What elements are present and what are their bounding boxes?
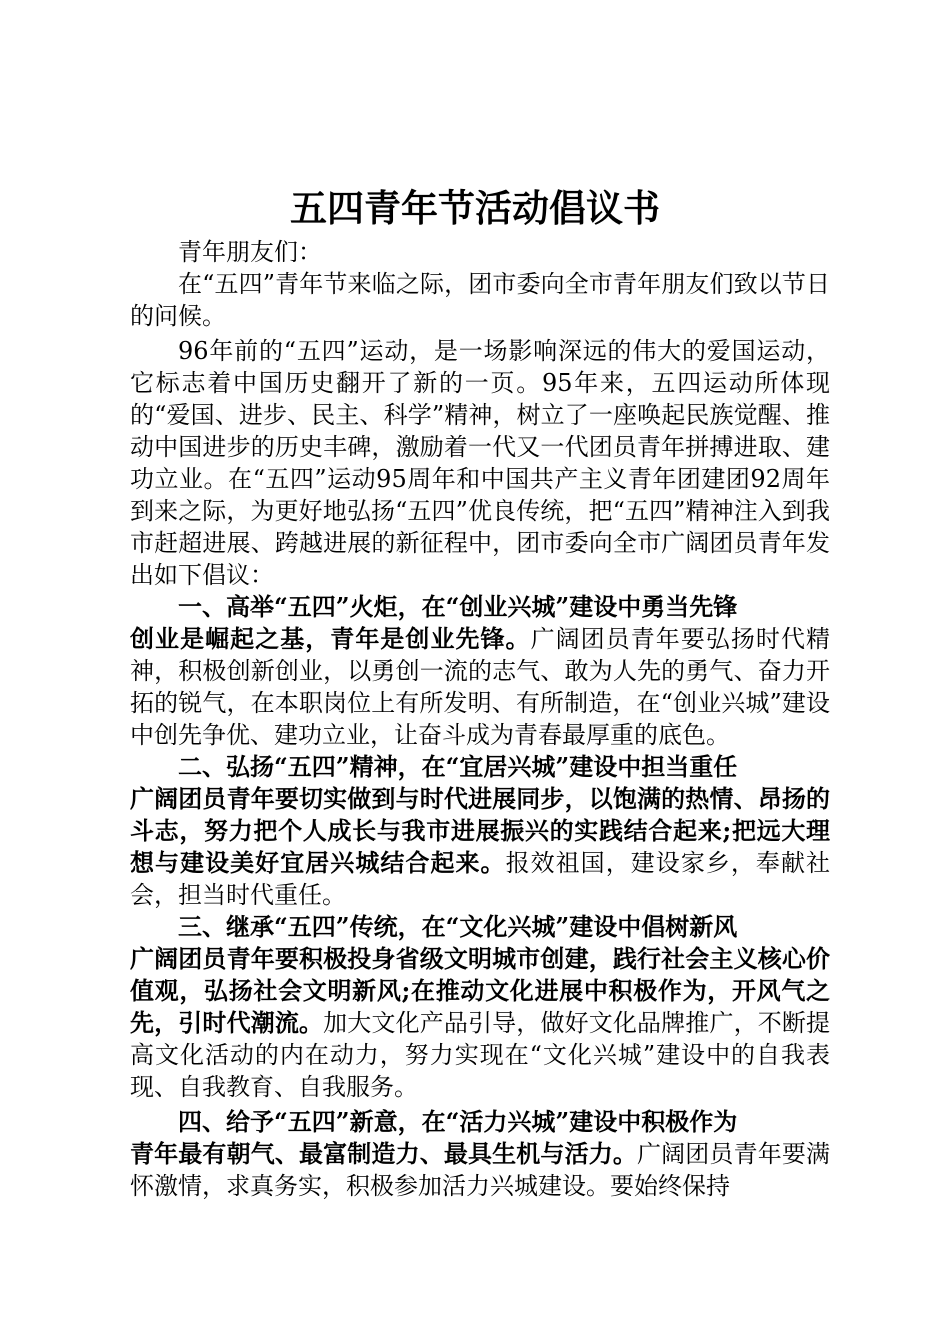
section-1-body: 广阔团员青年要弘扬时代精神，积极创新创业，以勇创一流的志气、敢为人先的勇气、奋力开拓的锐气，在本职岗位上有所发明、有所制造，在“创业兴城”建设中创先争优、建功立业，让奋斗成为青春最厚重的底色。 (130, 625, 831, 749)
section-1-paragraph (130, 623, 830, 751)
section-2-paragraph (130, 783, 830, 911)
history-paragraph: 96年前的“五四”运动，是一场影响深远的伟大的爱国运动，它标志着中国历史翻开了新的一页。95年来，五四运动所体现的“爱国、进步、民主、科学”精神，树立了一座唤起民族觉醒、推动中国进步的历史丰碑，激励着一代又一代团员青年拼搏进取、建功立业。在“五四”运动95周年和中国共产主义青年团建团92周年到来之际，为更好地弘扬“五四”优良传统，把“五四”精神注入到我市赶超进展、跨越进展的新征程中，团市委向全市广阔团员青年发出如下倡议： (130, 337, 830, 589)
section-2-body: 报效祖国，建设家乡，奉献社会，担当时代重任。 (130, 849, 831, 909)
intro-paragraph: 在“五四”青年节来临之际，团市委向全市青年朋友们致以节日的问候。 (130, 270, 830, 330)
section-3-heading: 三、继承“五四”传统，在“文化兴城”建设中倡树新风 (178, 912, 738, 941)
section-4-body: 广阔团员青年要满怀激情，求真务实，积极参加活力兴城建设。要始终保持 (130, 1140, 830, 1200)
section-4-heading: 四、给予“五四”新意，在“活力兴城”建设中积极作为 (178, 1107, 738, 1136)
section-3-paragraph (130, 943, 830, 1103)
section-2-heading: 二、弘扬“五四”精神，在“宜居兴城”建设中担当重任 (178, 752, 738, 781)
section-1-lead: 创业是崛起之基，青年是创业先锋。 (130, 624, 531, 653)
section-4-lead: 青年最有朝气、最富制造力、最具生机与活力。 (130, 1139, 637, 1168)
section-2-lead: 广阔团员青年要切实做到与时代进展同步，以饱满的热情、昂扬的斗志，努力把个人成长与我市进展振兴的实践结合起来;把远大理想与建设美好宜居兴城结合起来。 (130, 784, 830, 877)
section-1-heading: 一、高举“五四”火炬，在“创业兴城”建设中勇当先锋 (178, 592, 738, 621)
salutation: 青年朋友们： (178, 238, 322, 266)
section-3-lead: 广阔团员青年要积极投身省级文明城市创建，践行社会主义核心价值观，弘扬社会文明新风;在推动文化进展中积极作为，开风气之先，引时代潮流。 (130, 944, 830, 1037)
section-4-paragraph (130, 1138, 830, 1202)
section-3-body: 加大文化产品引导，做好文化品牌推广，不断提高文化活动的内在动力，努力实现在“文化兴城”建设中的自我表现、自我教育、自我服务。 (130, 1009, 831, 1101)
document-body (130, 236, 830, 1202)
document-title: 五四青年节活动倡议书 (290, 186, 660, 230)
